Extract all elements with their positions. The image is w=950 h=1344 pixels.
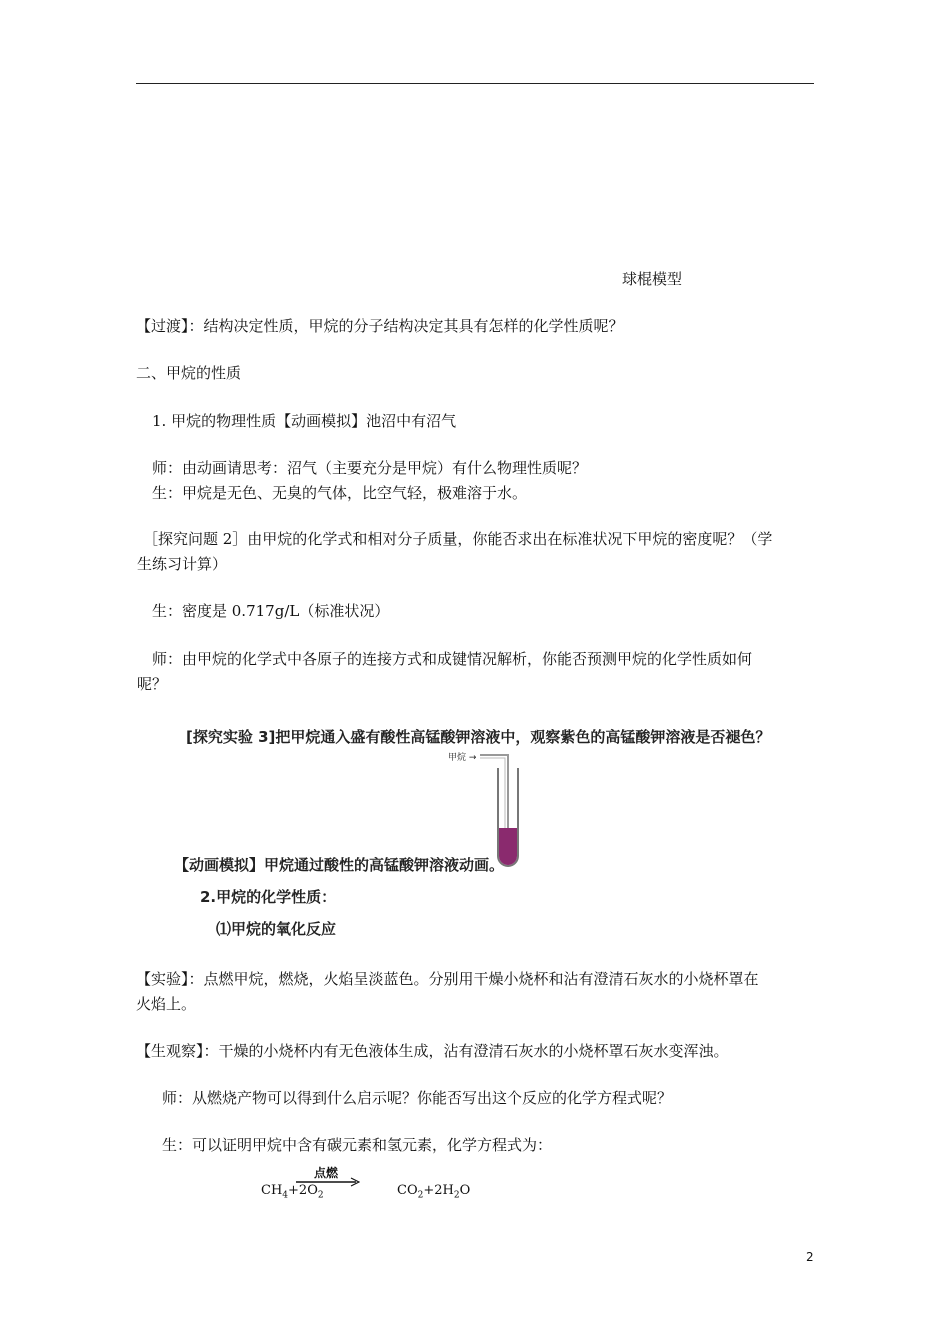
figure-experiment-text: [探究实验 3]把甲烷通入盛有酸性高锰酸钾溶液中，观察紫色的高锰酸钾溶液是否褪色？ (186, 728, 771, 746)
tube-label: 甲烷 → (448, 753, 477, 763)
header-rule (136, 83, 814, 84)
experiment-figure (174, 718, 820, 948)
reactants: $CH_4+2O_2$ (261, 1183, 324, 1201)
paragraph-transition: 【过渡】：结构决定性质，甲烷的分子结构决定其具有怎样的化学性质呢？ (136, 317, 624, 335)
experiment-line: 火焰上。 (136, 995, 197, 1013)
reaction-condition: 点燃 (314, 1166, 339, 1180)
figure-animation-text: 【动画模拟】甲烷通过酸性的高锰酸钾溶液动画。 (174, 856, 505, 874)
section-heading: 二、甲烷的性质 (136, 364, 242, 382)
teacher-line: 师：由动画请思考：沼气（主要充分是甲烷）有什么物理性质呢？ (152, 459, 588, 477)
teacher-line: 师：从燃烧产物可以得到什么启示呢？你能否写出这个反应的化学方程式呢？ (162, 1089, 673, 1107)
observation-line: 【生观察】：干燥的小烧杯内有无色液体生成，沾有澄清石灰水的小烧杯罩石灰水变浑浊。 (136, 1042, 729, 1060)
experiment-line: 【实验】：点燃甲烷，燃烧，火焰呈淡蓝色。分别用干燥小烧杯和沾有澄清石灰水的小烧杯罩在 (136, 970, 759, 988)
figure-oxidation: ⑴甲烷的氧化反应 (216, 920, 337, 938)
figure-chem-props: 2.甲烷的化学性质： (200, 888, 337, 906)
problem-line: 生练习计算） (137, 555, 228, 573)
student-line: 生：密度是 0.717g/L（标准状况） (152, 602, 390, 620)
list-item: 1. 甲烷的物理性质【动画模拟】池沼中有沼气 (152, 412, 457, 430)
student-line: 生：甲烷是无色、无臭的气体，比空气轻，极难溶于水。 (152, 484, 528, 502)
teacher-line: 呢？ (137, 675, 168, 693)
problem-line: ［探究问题 2］由甲烷的化学式和相对分子质量，你能否求出在标准状况下甲烷的密度呢？（学 (143, 530, 773, 548)
teacher-line: 师：由甲烷的化学式中各原子的连接方式和成键情况解析，你能否预测甲烷的化学性质如何 (152, 650, 753, 668)
page-number: 2 (806, 1250, 814, 1264)
student-line: 生：可以证明甲烷中含有碳元素和氢元素，化学方程式为： (162, 1136, 553, 1154)
products: $CO_2+2H_2O$ (397, 1183, 471, 1201)
figure-caption: 球棍模型 (622, 270, 683, 288)
